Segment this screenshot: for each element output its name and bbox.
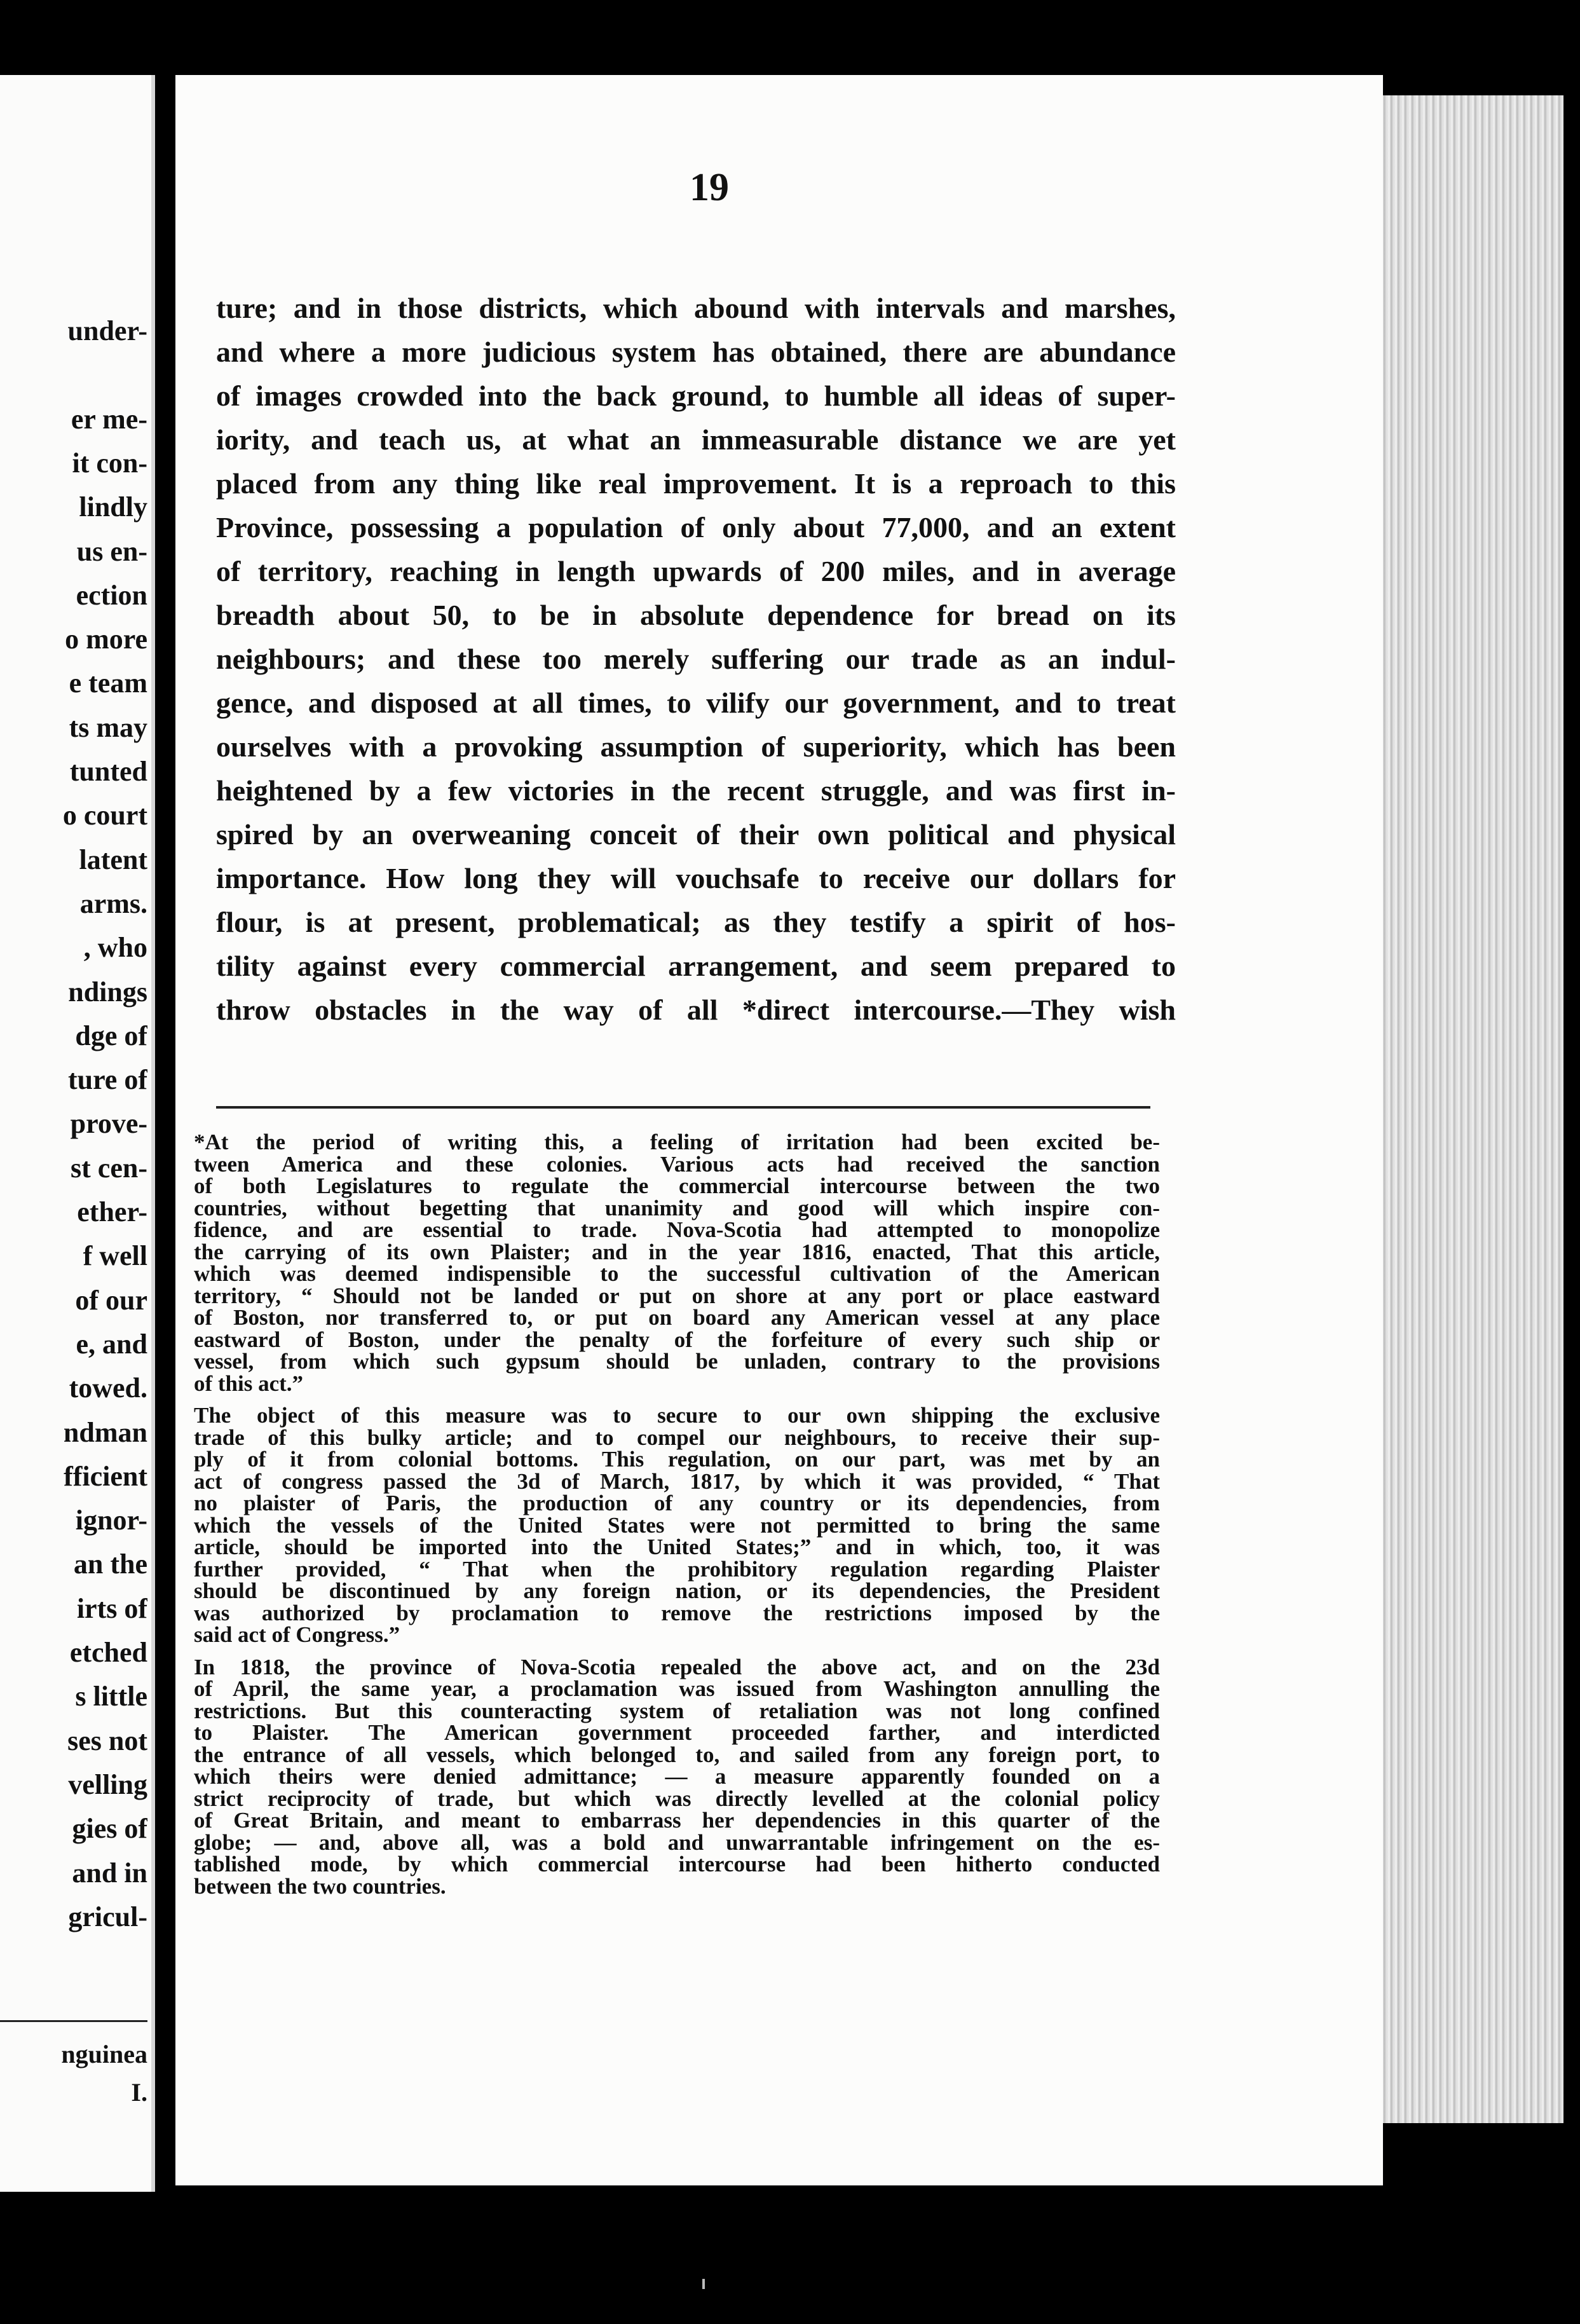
facing-page-line: [0, 354, 147, 396]
footnote-rule: [216, 1106, 1150, 1109]
facing-page-line: tunted: [69, 756, 147, 787]
footnote-line: of Great Britain, and meant to embarrass her dependencies in this quarter of the: [194, 1808, 1160, 1833]
footnote-line: The object of this measure was to secure to our own shipping the exclusive: [194, 1403, 1160, 1428]
facing-page-footnote-line: I.: [131, 2078, 147, 2107]
facing-page-line: under-: [67, 315, 147, 346]
facing-page-line: st cen-: [71, 1152, 147, 1184]
footnote-line: was authorized by proclamation to remove the restrictions imposed by the: [194, 1600, 1160, 1625]
body-line: ture; and in those districts, which abound with intervals and marshes,: [216, 292, 1176, 324]
body-line: iority, and teach us, at what an immeasurable distance we are yet: [216, 423, 1176, 456]
footnote-line: to Plaister. The American government proceeded farther, and interdicted: [194, 1720, 1160, 1745]
body-line: placed from any thing like real improvement. It is a reproach to this: [216, 467, 1176, 500]
footnote-line: territory, “ Should not be landed or put on shore at any port or place eastward: [194, 1283, 1160, 1308]
footnote-line: fidence, and are essential to trade. Nova-Scotia had attempted to monopolize: [194, 1217, 1160, 1242]
body-line: of images crowded into the back ground, to humble all ideas of super-: [216, 379, 1176, 412]
body-line: gence, and disposed at all times, to vilify our government, and to treat: [216, 687, 1176, 719]
facing-page-line: us en-: [76, 535, 147, 567]
body-line: flour, is at present, problematical; as they testify a spirit of hos-: [216, 906, 1176, 938]
body-line: neighbours; and these too merely suffering our trade as an indul-: [216, 643, 1176, 675]
facing-page-line: ndman: [63, 1416, 147, 1448]
footnote-line: act of congress passed the 3d of March, 1817, by which it was provided, “ That: [194, 1468, 1160, 1494]
body-line: breadth about 50, to be in absolute dependence for bread on its: [216, 599, 1176, 631]
facing-page-line: , who: [83, 932, 147, 964]
body-line: and where a more judicious system has obtained, there are abundance: [216, 336, 1176, 368]
body-line: tility against every commercial arrangement, and seem prepared to: [216, 950, 1176, 982]
body-line: heightened by a few victories in the recent struggle, and was first in-: [216, 774, 1176, 807]
body-text: [216, 286, 1176, 1032]
facing-page-line: of our: [75, 1284, 147, 1316]
footnote-line: article, should be imported into the United States;” and in which, too, it was: [194, 1535, 1160, 1559]
footnote-line: tween America and these colonies. Various acts had received the sanction: [194, 1151, 1160, 1177]
body-line: ourselves with a provoking assumption of superiority, which has been: [216, 730, 1176, 763]
footnote-line: which was deemed indispensible to the successful cultivation of the American: [194, 1261, 1160, 1286]
footnote-line: the entrance of all vessels, which belonged to, and sailed from any foreign port, to: [194, 1742, 1160, 1767]
footnote-line: countries, without begetting that unanimity and good will which inspire con-: [194, 1195, 1160, 1220]
facing-page-line: o more: [65, 624, 147, 655]
facing-page-line: prove-: [70, 1108, 147, 1140]
page-mark: [702, 2279, 705, 2289]
body-line: spired by an overweaning conceit of their own political and physical: [216, 818, 1176, 851]
footnote-line: globe; — and, above all, was a bold and unwarrantable infringement on the es-: [194, 1829, 1160, 1855]
body-line: importance. How long they will vouchsafe to receive our dollars for: [216, 862, 1176, 894]
footnote-line: vessel, from which such gypsum should be unladen, contrary to the provisions: [194, 1349, 1160, 1374]
facing-page-line: ndings: [68, 976, 147, 1008]
body-line: of territory, reaching in length upwards of 200 miles, and in average: [216, 555, 1176, 587]
facing-page-line: it con-: [72, 447, 147, 479]
footnote: [194, 1131, 1160, 1897]
facing-page-line: ignor-: [75, 1505, 147, 1536]
body-line: Province, possessing a population of only about 77,000, and an extent: [216, 511, 1176, 543]
facing-page-footnote-rule: [0, 2020, 147, 2022]
footnote-line: In 1818, the province of Nova-Scotia repealed the above act, and on the 23d: [194, 1654, 1160, 1679]
facing-page-line: er me-: [71, 403, 147, 435]
footnote-line: the carrying of its own Plaister; and in the year 1816, enacted, That this article,: [194, 1239, 1160, 1264]
footnote-line: trade of this bulky article; and to compel our neighbours, to receive their sup-: [194, 1425, 1160, 1450]
facing-page-line: gricul-: [68, 1901, 147, 1932]
footnote-line: strict reciprocity of trade, but which was directly levelled at the colonial policy: [194, 1786, 1160, 1811]
facing-page-line: e, and: [76, 1328, 147, 1360]
facing-page-line: ture of: [67, 1064, 147, 1096]
facing-page-footnote-line: nguinea: [61, 2040, 147, 2068]
facing-page-line: ses not: [67, 1725, 147, 1756]
footnote-line: no plaister of Paris, the production of any country or its dependencies, from: [194, 1491, 1160, 1515]
facing-page-line: latent: [79, 844, 147, 875]
footnote-line: tablished mode, by which commercial intercourse had been hitherto conducted: [194, 1852, 1160, 1876]
facing-page-left: [0, 75, 155, 2192]
facing-page-line: etched: [69, 1637, 147, 1668]
facing-page-line: fficient: [64, 1460, 147, 1492]
footnote-line: of Boston, nor transferred to, or put on board any American vessel at any place: [194, 1305, 1160, 1330]
footnote-line: of this act.”: [194, 1370, 304, 1396]
facing-page-line: lindly: [79, 491, 147, 523]
facing-page-line: o court: [62, 800, 147, 831]
page-number: 19: [690, 166, 729, 209]
footnote-line: said act of Congress.”: [194, 1622, 400, 1647]
facing-page-line: irts of: [76, 1592, 147, 1624]
facing-page-line: arms.: [79, 887, 147, 919]
facing-page-line: ection: [76, 579, 147, 611]
facing-page-line: and in: [72, 1857, 147, 1889]
body-line: throw obstacles in the way of all *direct intercourse.—They wish: [216, 994, 1176, 1026]
footnote-line: ply of it from colonial bottoms. This regulation, on our part, was met by an: [194, 1447, 1160, 1472]
footnote-line: should be discontinued by any foreign nation, or its dependencies, the President: [194, 1578, 1160, 1603]
facing-page-line: dge of: [75, 1020, 147, 1051]
footnote-line: eastward of Boston, under the penalty of the forfeiture of every such ship or: [194, 1327, 1160, 1352]
facing-page-line: gies of: [72, 1813, 147, 1845]
facing-page-line: ether-: [77, 1196, 147, 1227]
facing-page-line: f well: [83, 1240, 147, 1272]
footnote-line: *At the period of writing this, a feeling of irritation had been excited be-: [194, 1130, 1160, 1154]
facing-page-line: an the: [73, 1548, 147, 1580]
facing-page-line: ts may: [69, 711, 147, 743]
facing-page-line: towed.: [69, 1372, 147, 1404]
footnote-line: between the two countries.: [194, 1873, 446, 1899]
footnote-line: of both Legislatures to regulate the commercial intercourse between the two: [194, 1173, 1160, 1198]
footnote-line: which theirs were denied admittance; — a measure apparently founded on a: [194, 1764, 1160, 1789]
facing-page-line: s little: [75, 1681, 147, 1712]
facing-page-line: e team: [69, 667, 147, 699]
footnote-line: of April, the same year, a proclamation was issued from Washington annulling the: [194, 1676, 1160, 1701]
facing-page-line: velling: [68, 1768, 147, 1800]
footnote-line: further provided, “ That when the prohibitory regulation regarding Plaister: [194, 1556, 1160, 1582]
footnote-line: restrictions. But this counteracting system of retaliation was not long confined: [194, 1698, 1160, 1723]
footnote-line: which the vessels of the United States were not permitted to bring the same: [194, 1512, 1160, 1538]
book-page-edges: [1373, 95, 1563, 2123]
